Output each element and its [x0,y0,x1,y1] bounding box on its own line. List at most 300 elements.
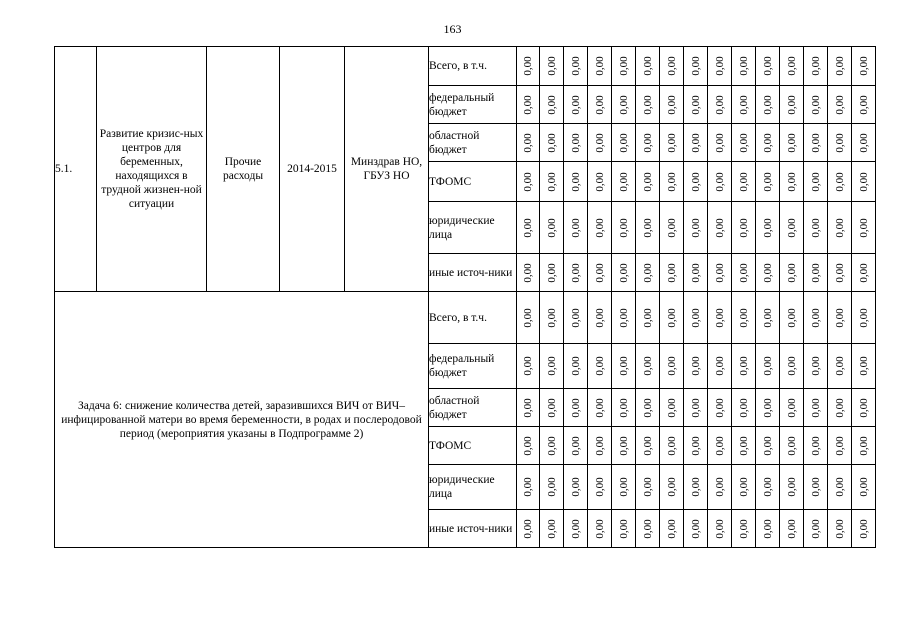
value-text: 0,00 [689,262,702,283]
value-cell [612,47,636,86]
value-cell [804,124,828,162]
value-text: 0,00 [617,397,630,418]
value-text: 0,00 [713,262,726,283]
value-text: 0,00 [833,56,846,76]
value-text: 0,00 [833,435,846,456]
value-cell [517,124,540,162]
value-text: 0,00 [522,217,534,238]
value-cell [756,86,780,124]
value-text: 0,00 [713,435,726,456]
value-text: 0,00 [593,217,606,238]
value-text: 0,00 [857,435,870,456]
value-cell [732,292,756,344]
value-text: 0,00 [545,262,558,283]
value-text: 0,00 [522,518,534,539]
value-cell [564,124,588,162]
value-cell [756,47,780,86]
source-label: федеральный бюджет [429,344,517,389]
value-cell [708,292,732,344]
value-text: 0,00 [737,518,750,539]
value-cell [612,254,636,292]
value-cell [732,124,756,162]
value-text: 0,00 [737,307,750,328]
value-text: 0,00 [617,435,630,456]
value-cell [780,427,804,465]
value-cell [756,344,780,389]
value-cell [612,465,636,510]
value-text: 0,00 [785,56,798,76]
value-text: 0,00 [809,518,822,539]
value-cell [756,202,780,254]
value-cell [660,202,684,254]
value-cell [588,124,612,162]
value-text: 0,00 [522,56,534,76]
value-cell [540,162,564,202]
value-cell [588,510,612,548]
value-cell [828,254,852,292]
value-text: 0,00 [689,94,702,115]
value-cell [540,389,564,427]
value-cell [540,510,564,548]
value-cell [564,202,588,254]
value-cell [612,427,636,465]
value-cell [852,465,876,510]
value-text: 0,00 [617,171,630,192]
value-cell [636,292,660,344]
value-text: 0,00 [857,518,870,539]
value-cell [588,86,612,124]
value-text: 0,00 [857,56,870,76]
value-text: 0,00 [593,132,606,153]
value-cell [828,124,852,162]
value-cell [756,510,780,548]
value-text: 0,00 [689,397,702,418]
value-cell [517,202,540,254]
value-text: 0,00 [569,435,582,456]
value-cell [588,389,612,427]
value-text: 0,00 [737,132,750,153]
value-text: 0,00 [785,356,798,376]
value-text: 0,00 [617,132,630,153]
value-text: 0,00 [809,307,822,328]
value-cell [732,202,756,254]
value-text: 0,00 [545,356,558,376]
value-text: 0,00 [809,477,822,497]
value-cell [852,162,876,202]
value-cell [708,47,732,86]
value-text: 0,00 [689,56,702,76]
value-cell [852,47,876,86]
value-cell [780,292,804,344]
value-cell [708,510,732,548]
value-cell [732,427,756,465]
value-cell [517,465,540,510]
value-cell [828,510,852,548]
value-cell [684,86,708,124]
value-cell [588,344,612,389]
value-cell [780,465,804,510]
value-text: 0,00 [737,477,750,497]
value-cell [588,47,612,86]
source-label: федеральный бюджет [429,86,517,124]
value-text: 0,00 [713,56,726,76]
value-cell [612,344,636,389]
value-cell [804,86,828,124]
value-text: 0,00 [689,518,702,539]
value-text: 0,00 [522,477,534,497]
value-text: 0,00 [593,56,606,76]
value-text: 0,00 [641,262,654,283]
value-text: 0,00 [593,356,606,376]
value-cell [636,389,660,427]
value-text: 0,00 [737,397,750,418]
value-text: 0,00 [545,171,558,192]
value-text: 0,00 [761,94,774,115]
value-cell [732,162,756,202]
value-text: 0,00 [522,262,534,283]
value-cell [780,124,804,162]
value-cell [828,162,852,202]
value-cell [660,124,684,162]
value-cell [780,86,804,124]
value-text: 0,00 [761,435,774,456]
source-label: Всего, в т.ч. [429,47,517,86]
value-text: 0,00 [713,217,726,238]
table-row [55,47,876,86]
value-cell [540,202,564,254]
value-text: 0,00 [689,356,702,376]
value-text: 0,00 [665,307,678,328]
value-text: 0,00 [569,397,582,418]
value-cell [804,344,828,389]
task-description: Задача 6: снижение количества детей, заразившихся ВИЧ от ВИЧ–инфицированной матери во время беременности, в родах и послеродовой период (мероприятия указаны в Подпрограмме 2) [55,292,429,548]
value-text: 0,00 [569,217,582,238]
value-cell [780,162,804,202]
value-text: 0,00 [665,94,678,115]
value-text: 0,00 [737,56,750,76]
value-text: 0,00 [737,171,750,192]
value-cell [684,510,708,548]
value-cell [517,254,540,292]
value-cell [828,427,852,465]
value-text: 0,00 [761,56,774,76]
measure-title: Развитие кризис-ных центров для беременных, находящихся в трудной жизнен-ной ситуации [97,47,207,292]
budget-table [54,46,876,548]
value-text: 0,00 [785,262,798,283]
value-text: 0,00 [833,171,846,192]
expense-type: Прочие расходы [207,47,280,292]
value-cell [660,254,684,292]
value-cell [636,202,660,254]
value-text: 0,00 [713,171,726,192]
value-cell [660,465,684,510]
value-text: 0,00 [641,94,654,115]
value-cell [804,254,828,292]
value-cell [780,344,804,389]
value-text: 0,00 [593,171,606,192]
value-text: 0,00 [761,518,774,539]
value-cell [612,389,636,427]
value-text: 0,00 [713,307,726,328]
value-text: 0,00 [593,94,606,115]
value-text: 0,00 [833,356,846,376]
value-text: 0,00 [617,477,630,497]
value-cell [852,389,876,427]
value-text: 0,00 [809,171,822,192]
value-cell [684,292,708,344]
value-cell [660,86,684,124]
value-cell [852,124,876,162]
value-cell [660,47,684,86]
value-text: 0,00 [569,56,582,76]
value-text: 0,00 [761,171,774,192]
value-text: 0,00 [785,477,798,497]
value-text: 0,00 [665,435,678,456]
value-text: 0,00 [641,56,654,76]
value-cell [780,254,804,292]
value-cell [684,254,708,292]
value-text: 0,00 [833,132,846,153]
value-cell [756,124,780,162]
value-text: 0,00 [545,435,558,456]
value-cell [517,427,540,465]
source-label: иные источ-ники [429,254,517,292]
value-text: 0,00 [713,94,726,115]
value-text: 0,00 [665,477,678,497]
value-text: 0,00 [545,518,558,539]
value-cell [732,389,756,427]
value-cell [684,202,708,254]
value-text: 0,00 [569,262,582,283]
table-row [55,292,876,344]
value-text: 0,00 [641,307,654,328]
value-text: 0,00 [809,94,822,115]
value-cell [564,47,588,86]
value-text: 0,00 [785,397,798,418]
value-text: 0,00 [593,307,606,328]
source-label: юридические лица [429,465,517,510]
value-text: 0,00 [857,262,870,283]
value-cell [804,389,828,427]
value-cell [517,389,540,427]
value-cell [732,86,756,124]
value-text: 0,00 [665,397,678,418]
value-cell [540,47,564,86]
value-text: 0,00 [545,397,558,418]
value-cell [756,389,780,427]
value-text: 0,00 [809,262,822,283]
value-text: 0,00 [809,132,822,153]
value-cell [708,124,732,162]
value-text: 0,00 [833,307,846,328]
value-cell [540,124,564,162]
value-cell [708,162,732,202]
value-cell [612,292,636,344]
value-text: 0,00 [545,477,558,497]
value-text: 0,00 [545,94,558,115]
value-cell [708,254,732,292]
value-text: 0,00 [761,397,774,418]
value-cell [780,510,804,548]
value-text: 0,00 [641,477,654,497]
value-cell [636,254,660,292]
value-text: 0,00 [545,217,558,238]
value-cell [660,344,684,389]
value-text: 0,00 [522,397,534,418]
value-text: 0,00 [665,262,678,283]
value-cell [828,465,852,510]
value-text: 0,00 [617,94,630,115]
value-text: 0,00 [689,477,702,497]
value-cell [660,162,684,202]
value-cell [564,292,588,344]
value-text: 0,00 [809,56,822,76]
value-cell [612,124,636,162]
value-cell [756,465,780,510]
value-text: 0,00 [569,477,582,497]
value-cell [564,465,588,510]
value-cell [708,86,732,124]
value-cell [660,292,684,344]
value-cell [756,162,780,202]
value-cell [564,86,588,124]
value-cell [564,344,588,389]
value-text: 0,00 [617,307,630,328]
value-text: 0,00 [665,356,678,376]
value-cell [517,47,540,86]
value-text: 0,00 [713,397,726,418]
value-text: 0,00 [713,477,726,497]
value-text: 0,00 [689,307,702,328]
executor: Минздрав НО, ГБУЗ НО [345,47,429,292]
value-text: 0,00 [857,132,870,153]
value-cell [852,202,876,254]
value-text: 0,00 [761,132,774,153]
value-text: 0,00 [641,217,654,238]
value-cell [564,389,588,427]
value-cell [636,124,660,162]
value-text: 0,00 [641,132,654,153]
value-cell [732,47,756,86]
value-cell [636,510,660,548]
value-text: 0,00 [737,262,750,283]
value-text: 0,00 [522,94,534,115]
value-cell [540,86,564,124]
source-label: иные источ-ники [429,510,517,548]
value-cell [564,254,588,292]
value-cell [852,510,876,548]
value-text: 0,00 [833,262,846,283]
value-cell [852,254,876,292]
value-cell [732,510,756,548]
value-text: 0,00 [833,217,846,238]
value-text: 0,00 [833,518,846,539]
value-text: 0,00 [545,56,558,76]
value-cell [780,202,804,254]
value-text: 0,00 [785,171,798,192]
value-cell [588,427,612,465]
value-cell [636,162,660,202]
value-cell [660,427,684,465]
value-cell [588,465,612,510]
value-cell [636,427,660,465]
value-cell [540,254,564,292]
value-text: 0,00 [713,518,726,539]
value-text: 0,00 [522,171,534,192]
value-text: 0,00 [522,132,534,153]
value-cell [756,254,780,292]
value-text: 0,00 [593,435,606,456]
value-text: 0,00 [569,94,582,115]
value-text: 0,00 [569,171,582,192]
value-text: 0,00 [522,307,534,328]
value-text: 0,00 [809,435,822,456]
value-text: 0,00 [545,307,558,328]
value-text: 0,00 [785,435,798,456]
value-cell [804,47,828,86]
value-text: 0,00 [617,56,630,76]
value-text: 0,00 [665,132,678,153]
value-text: 0,00 [689,132,702,153]
value-cell [684,389,708,427]
value-text: 0,00 [761,217,774,238]
value-cell [804,292,828,344]
value-cell [588,202,612,254]
value-text: 0,00 [785,217,798,238]
value-cell [564,427,588,465]
value-text: 0,00 [569,356,582,376]
value-text: 0,00 [665,171,678,192]
value-text: 0,00 [785,94,798,115]
value-cell [684,465,708,510]
value-cell [732,254,756,292]
source-label: областной бюджет [429,124,517,162]
value-cell [588,162,612,202]
value-cell [780,389,804,427]
value-text: 0,00 [593,477,606,497]
value-text: 0,00 [833,477,846,497]
value-text: 0,00 [617,356,630,376]
value-cell [660,510,684,548]
value-text: 0,00 [857,307,870,328]
value-text: 0,00 [522,356,534,376]
value-text: 0,00 [737,94,750,115]
value-text: 0,00 [665,56,678,76]
measure-number: 5.1. [55,47,97,292]
value-cell [732,344,756,389]
value-cell [660,389,684,427]
value-cell [684,162,708,202]
value-cell [684,124,708,162]
value-text: 0,00 [569,518,582,539]
source-label: областной бюджет [429,389,517,427]
value-text: 0,00 [737,217,750,238]
value-cell [852,86,876,124]
value-text: 0,00 [713,132,726,153]
value-cell [708,427,732,465]
value-cell [612,86,636,124]
value-cell [708,465,732,510]
value-cell [804,465,828,510]
value-text: 0,00 [593,518,606,539]
value-cell [756,427,780,465]
value-cell [517,292,540,344]
value-text: 0,00 [641,397,654,418]
value-cell [852,292,876,344]
value-text: 0,00 [833,94,846,115]
value-text: 0,00 [857,94,870,115]
value-text: 0,00 [617,217,630,238]
